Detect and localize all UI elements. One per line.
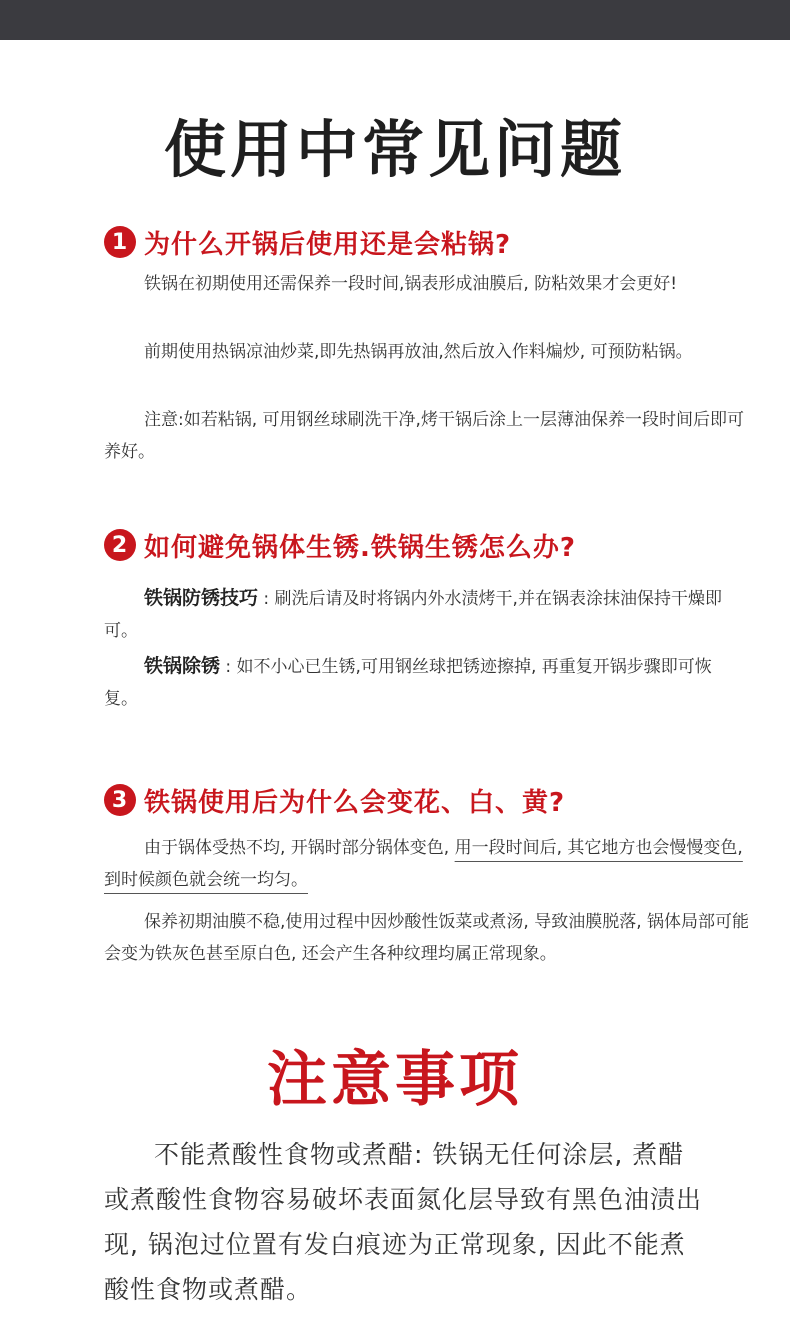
question-1-heading — [104, 222, 511, 262]
number-badge-1: 1 — [104, 226, 136, 258]
number-badge-2: 2 — [104, 529, 136, 561]
notice-body: 不能煮酸性食物或煮醋: 铁锅无任何涂层, 煮醋或煮酸性食物容易破坏表面氮化层导致有黑色油渍出现, 锅泡过位置有发白痕迹为正常现象, 因此不能煮酸性食物或煮醋。 — [104, 1140, 703, 1304]
rust-removal-label: 铁锅除锈 — [144, 655, 221, 677]
rust-prevention-text: : 刷洗后请及时将锅内外水渍烤干,并在锅表涂抹油保持干燥即可。 — [104, 589, 722, 641]
top-bar — [0, 0, 790, 40]
question-3-heading — [104, 780, 565, 820]
question-1-title: 为什么开锅后使用还是会粘锅? — [144, 229, 512, 260]
question-2-heading — [104, 525, 576, 565]
question-3-title: 铁锅使用后为什么会变花、白、黄? — [144, 787, 566, 818]
rust-removal-text: : 如不小心已生锈,可用钢丝球把锈迹擦掉, 再重复开锅步骤即可恢复。 — [104, 657, 712, 709]
question-2-paragraph-2 — [104, 650, 744, 715]
question-3-paragraph-2: 保养初期油膜不稳,使用过程中因炒酸性饭菜或煮汤, 导致油膜脱落, 锅体局部可能会变为铁灰色甚至原白色, 还会产生各种纹理均属正常现象。 — [104, 912, 750, 964]
question-2-title: 如何避免锅体生锈.铁锅生锈怎么办? — [144, 532, 576, 563]
question-1-paragraph-2: 前期使用热锅凉油炒菜,即先热锅再放油,然后放入作料煸炒, 可预防粘锅。 — [144, 342, 693, 362]
question-3-paragraph-1-start: 由于锅体受热不均, 开锅时部分锅体变色, — [144, 838, 455, 858]
notice-title: 注意事项 — [267, 1045, 523, 1115]
page-title: 使用中常见问题 — [163, 113, 626, 186]
question-1-paragraph-1: 铁锅在初期使用还需保养一段时间,锅表形成油膜后, 防粘效果才会更好! — [144, 274, 678, 294]
question-3-paragraph-1 — [104, 832, 744, 896]
number-badge-3: 3 — [104, 784, 136, 816]
question-2-paragraph-1 — [104, 582, 744, 647]
rust-prevention-label: 铁锅防锈技巧 — [144, 587, 259, 609]
question-1-paragraph-3: 注意:如若粘锅, 可用钢丝球刷洗干净,烤干锅后涂上一层薄油保养一段时间后即可养好。 — [104, 410, 744, 462]
question-3-paragraph-1-underlined: 用一段时间后, 其它地方也会慢慢变色, 到时候颜色就会统一均匀。 — [104, 838, 743, 890]
